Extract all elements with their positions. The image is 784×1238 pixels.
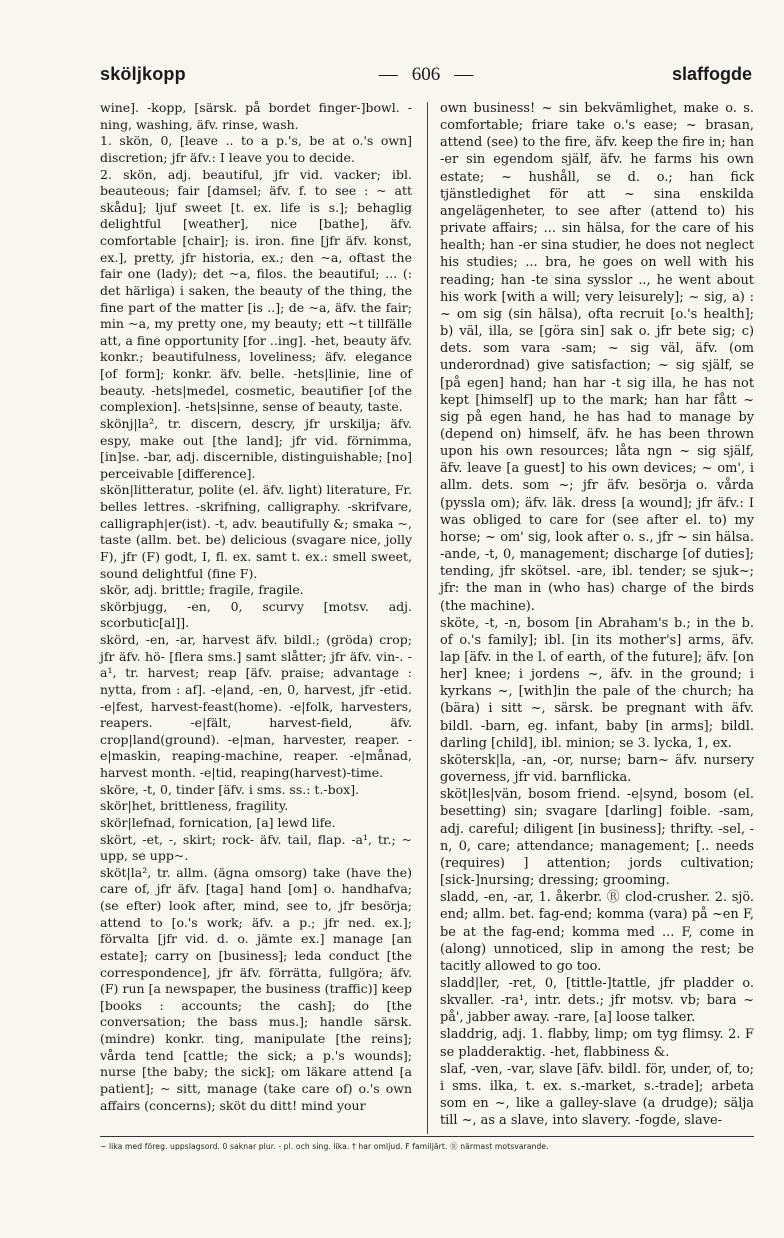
abbreviation-legend: ~ lika med föreg. uppslagsord. 0 saknar plur. - pl. och sing. lika. † har omljud. F familjärt. Ⓡ närmast motsvarande. [100,1142,549,1151]
right-guide-word: slaffogde [671,64,752,84]
left-guide-word: sköljkopp [100,64,186,84]
right-column [440,100,754,1129]
dictionary-entry: skötersk|la, -an, -or, nurse; barn~ äfv. nursery governess, jfr vid. barnflicka. [440,752,754,786]
dictionary-entry: sladd|ler, -ret, 0, [tittle-]tattle, jfr pladder o. skvaller. -ra¹, intr. dets.; jfr motsv. vb; bara ~ på', jabber away. -rare, [a] loose talker. [440,975,754,1026]
dictionary-entry: sladd, -en, -ar, 1. åkerbr. Ⓡ clod-crusher. 2. sjö. end; allm. bet. fag-end; komma (vara) på ~en F, be at the fag-end; komma med ... F, come in (along) unnoticed, slip in among the rest; be tacitly allowed to go too. [440,890,754,974]
dictionary-entry: wine]. -kopp, [särsk. på bordet finger-]bowl. -ning, washing, äfv. rinse, wash. [100,100,412,132]
dictionary-entry: sköt|les|vän, bosom friend. -e|synd, bosom (el. besetting) sin; svagare [darling] foible. -sam, adj. careful; diligent [in business]; thrifty. -sel, -n, 0, care; attendance; management; [.. needs (requires) ] attention; jords cultivation; [sick-]nursing; dressing; grooming. [440,787,754,889]
dictionary-entry: 2. skön, adj. beautiful, jfr vid. vacker; ibl. beauteous; fair [damsel; äfv. f. to see : ~ att skådu]; ljuf sweet [t. ex. life is s.]; behaglig delightful [weather], nice [bathe], äfv. comfortable [chair]; is. iron. fine [jfr äfv. konst, ex.], pretty, jfr historia, ex.; den ~a, oftast the fair one (lady); det ~a, filos. the beautiful; ... (: det härliga) i saken, the beauty of the thing, the fine part of the matter [is ..]; de ~a, äfv. the fair; min ~a, my pretty one, my beauty; ett ~t tillfälle att, a fine opportunity [for ..ing]. -het, beauty äfv. konkr.; beautifulness, loveliness; äfv. elegance [of form]; konkr. äfv. belle. -hets|linie, line of beauty. -hets|medel, cosmetic, beautifier [of the complexion]. -hets|sinne, sense of beauty, taste. [100,166,412,415]
page-header [100,58,752,90]
dictionary-entry: skörbjugg, -en, 0, scurvy [motsv. adj. scorbutic[al]]. [100,598,412,631]
dictionary-entry: skörd, -en, -ar, harvest äfv. bildl.; (gröda) crop; jfr äfv. hö- [flera sms.] samt slåtter; jfr äfv. vin-. -a¹, tr. harvest; reap [äfv. praise; advantage : nytta, from : af]. -e|and, -en, 0, harvest, jfr -etid. -e|fest, harvest-feast(home). -e|folk, harvesters, reapers. -e|fält, harvest-field, äfv. crop|land(ground). -e|man, harvester, reaper. -e|maskin, reaping-machine, reaper. -e|månad, harvest month. -e|tid, reaping(harvest)-time. [100,632,412,780]
dictionary-entry: skört, -et, -, skirt; rock- äfv. tail, flap. -a¹, tr.; ~ upp, se upp~. [100,831,412,864]
dictionary-entry: slaf, -ven, -var, slave [äfv. bildl. för, under, of, to; i sms. ilka, t. ex. s.-market, s.-trade]; arbeta som en ~, like a galley-slave (a drudge); sälja till ~, as a slave, into slavery. -fogde, slave- [440,1061,754,1129]
dictionary-entry: skör|het, brittleness, fragility. [100,798,289,814]
dictionary-entry: skör|lefnad, fornication, [a] lewd life. [100,814,336,830]
dictionary-entry: skönj|la², tr. discern, descry, jfr urskilja; äfv. espy, make out [the land]; jfr vid. förnimma, [in]se. -bar, adj. discernible, distinguishable; [no] perceivable [difference]. [100,415,412,481]
dictionary-entry: sköt|la², tr. allm. (ägna omsorg) take (have the) care of, jfr äfv. [taga] hand [om] o. handhafva; (se efter) look after, mind, see to, jfr besörja; attend to [o.'s work; äfv. a p.; jfr ned. ex.]; förvalta [jfr vid. d. o. jämte ex.] manage [an estate]; carry on [business]; leda conduct [the correspondence], jfr äfv. förrätta, fullgöra; äfv. (F) run [a newspaper, the business (traffic)] keep [books : accounts; the cash]; do [the conversation; the bass mus.]; handle särsk. (mindre) konkr. ting, manipulate [the reins]; vårda tend [cattle; the sick; a p.'s wounds]; nurse [the baby; the sick]; om läkare attend [a patient]; ~ sitt, manage (take care of) o.'s own affairs (concerns); sköt du ditt! mind your [100,864,412,1113]
dictionary-entry: sköte, -t, -n, bosom [in Abraham's b.; in the b. of o.'s family]; ibl. [in its mother's] arms, äfv. lap [äfv. in the l. of earth, of the future]; äfv. [on her] knee; i jordens ~, äfv. in the ground; i kyrkans ~, [with]in the pale of the church; ha (bära) i sitt ~, särsk. be pregnant with äfv. bildl. -barn, eg. infant, baby [in arms]; bildl. darling [child], ibl. minion; se 3. lycka, 1, ex. [440,615,754,751]
dictionary-entry: 1. skön, 0, [leave .. to a p.'s, be at o.'s own] discretion; jfr äfv.: I leave you to decide. [100,133,412,165]
footer-divider [100,1136,754,1137]
dictionary-entry: own business! ~ sin bekvämlighet, make o. s. comfortable; friare take o.'s ease; ~ brasan, attend (see) to the fire, äfv. keep the fire in; han -er sin egendom själf, äfv. he farms his own estate; ~ hushåll, se d. o.; han fick tjänstledighet för att ~ sina enskilda angelägenheter, to see after (attend to) his private affairs; ... sin hälsa, for the care of his health; han -er sina studier, he does not neglect his studies; ... bra, he goes on well with his reading; han -te sina sysslor .., he went about his work [with a will; very leisurely]; ~ sig, a) : ~ om sig (sin hälsa), ofta recruit [o.'s health]; b) väl, illa, se [göra sin] sak o. jfr bete sig; c) dets. som vara -sam; ~ sig väl, äfv. (om underordnad) give satisfaction; ~ sig själf, se [på egen] hand; han har -t sig illa, he has not kept [himself] up to the mark; han har fått ~ sig på egen hand, he has had to manage by (depend on) himself, äfv. he has been thrown upon his own resources; låta ngn ~ sig själf, äfv. leave [a guest] to his own devices; ~ om', i allm. dets. som ~; jfr äfv. besörja o. vårda (pyssla om); äfv. läk. dress [a wound]; jfr äfv.: I was obliged to care for (see after el. to) my horse; ~ om' sig, look after o. s., jfr ~ sin hälsa. -ande, -t, 0, management; discharge [of duties]; tending, jfr skötsel. -are, ibl. tender; se sjuk~; jfr: the man in (who has) charge of the birds (the machine). [440,101,754,614]
page-number: — 606 — [100,64,752,86]
dictionary-entry: skön|litteratur, polite (el. äfv. light) literature, Fr. belles lettres. -skrifning, calligraphy. -skrifvare, calligraph|er(ist). -t, adv. beautifully &; smaka ~, taste (allm. bet. be) delicious (svagare nice, jolly F), jfr (F) godt, I, fl. ex. samt t. ex.: smell sweet, sound delightful (fine F). [100,482,412,581]
dictionary-entry: sköre, -t, 0, tinder [äfv. i sms. ss.: t.-box]. [100,781,360,797]
dictionary-entry: skör, adj. brittle; fragile, fragile. [100,582,304,598]
dictionary-entry: sladdrig, adj. 1. flabby, limp; om tyg flimsy. 2. F se pladderaktig. -het, flabbiness &. [440,1027,754,1060]
column-divider [427,102,428,1134]
left-column [100,100,412,1114]
